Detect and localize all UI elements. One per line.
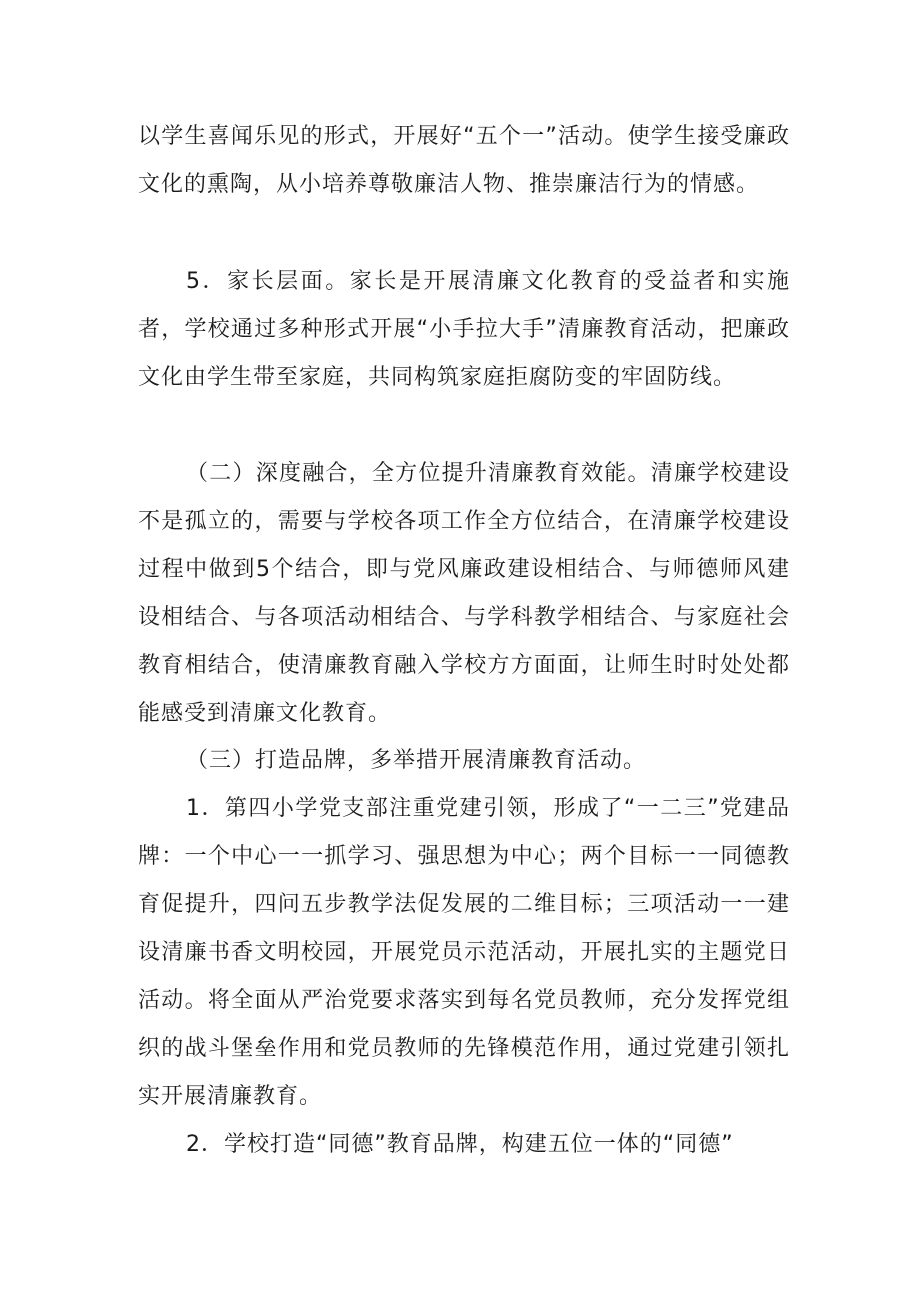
section-heading-build-brand: （三）打造品牌，多举措开展清廉教育活动。	[186, 748, 647, 773]
paragraph-five-ones-activity: 以学生喜闻乐见的形式，开展好“五个一”活动。使学生接受廉政文化的熏陶，从小培养尊敬廉洁人物、推崇廉洁行为的情感。	[138, 124, 790, 197]
paragraph-party-branch-brand: 1．第四小学党支部注重党建引领，形成了“一二三”党建品牌：一个中心一一抓学习、强思想为中心；两个目标一一同德教育促提升，四问五步教学法促发展的二维目标；三项活动一一建设清廉书香文明校园，开展党员示范活动，开展扎实的主题党日活动。将全面从严治党要求落实到每名党员教师，充分发挥党组织的战斗堡垒作用和党员教师的先锋模范作用，通过党建引领扎实开展清廉教育。	[138, 796, 790, 1109]
paragraph-parent-level: 5．家长层面。家长是开展清廉文化教育的受益者和实施者，学校通过多种形式开展“小手拉大手”清廉教育活动，把廉政文化由学生带至家庭，共同构筑家庭拒腐防变的牢固防线。	[138, 269, 790, 390]
paragraph-deep-integration: （二）深度融合，全方位提升清廉教育效能。清廉学校建设不是孤立的，需要与学校各项工作全方位结合，在清廉学校建设过程中做到5个结合，即与党风廉政建设相结合、与师德师风建设相结合、与各项活动相结合、与学科教学相结合、与家庭社会教育相结合，使清廉教育融入学校方方面面，让师生时时处处都能感受到清廉文化教育。	[138, 461, 790, 726]
paragraph-tongde-brand: 2．学校打造“同德”教育品牌，构建五位一体的“同德”	[186, 1132, 734, 1157]
